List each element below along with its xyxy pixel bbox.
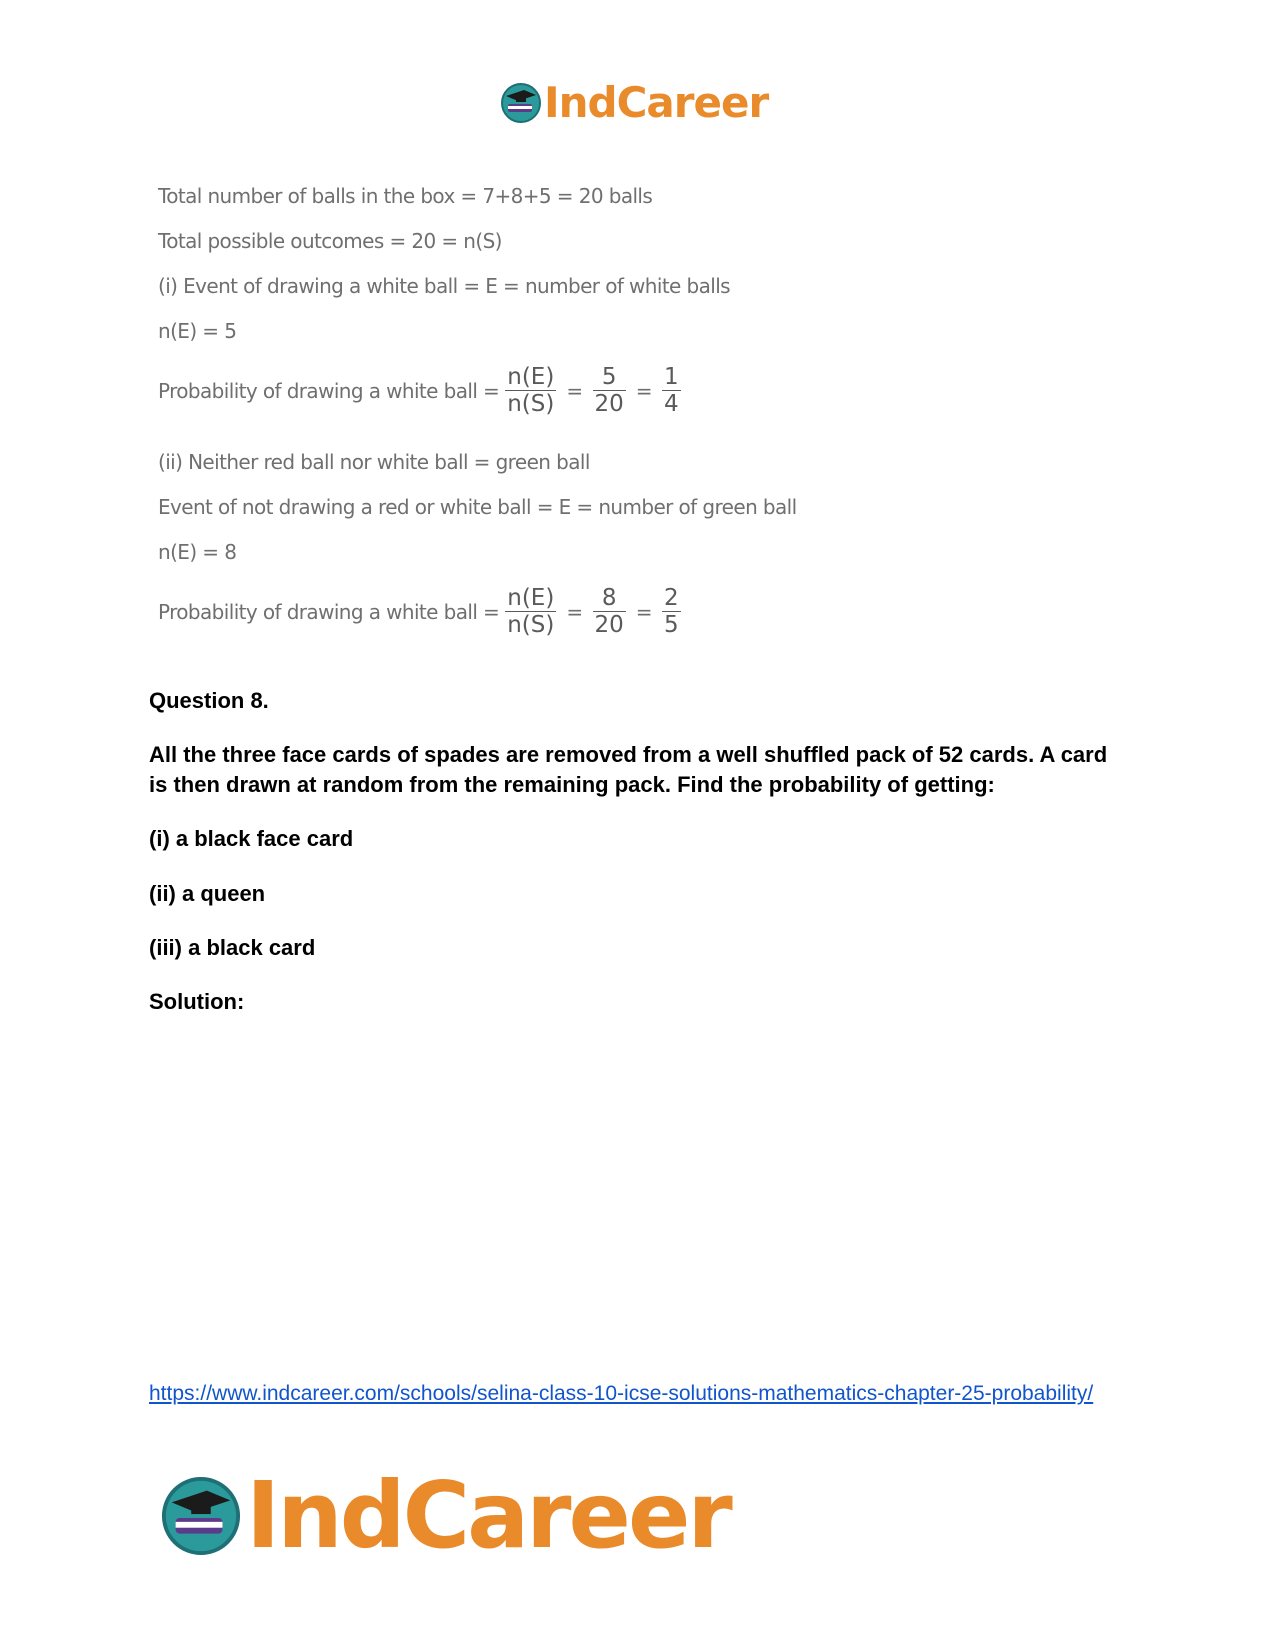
fraction-5-20: [593, 364, 626, 417]
fraction-numerator: 2: [663, 585, 679, 611]
fraction-ne-ns: [505, 585, 556, 638]
fraction-denominator: n(S): [507, 612, 555, 638]
fraction-2-5: [662, 585, 681, 638]
brand-name: IndCareer: [246, 1462, 730, 1569]
header-logo: [500, 78, 768, 127]
solution-line-total-balls: Total number of balls in the box = 7+8+5 = 20 balls: [158, 184, 653, 208]
fraction-ne-ns: [505, 364, 556, 417]
fraction-1-4: [662, 364, 681, 417]
graduation-cap-book-globe-icon: [500, 82, 542, 124]
source-link[interactable]: https://www.indcareer.com/schools/selina-class-10-icse-solutions-mathematics-chapter-25-probability/: [149, 1382, 1094, 1405]
equals-sign: =: [635, 599, 652, 624]
question-part-iii: (iii) a black card: [149, 935, 316, 960]
solution-line-event-white: (i) Event of drawing a white ball = E = number of white balls: [158, 274, 731, 298]
fraction-numerator: n(E): [507, 364, 555, 390]
solution-line-total-outcomes: Total possible outcomes = 20 = n(S): [158, 229, 502, 253]
fraction-denominator: 5: [663, 612, 679, 638]
question-text: All the three face cards of spades are removed from a well shuffled pack of 52 cards. A card is then drawn at random from the remaining pack. Find the probability of getting:: [149, 742, 1108, 797]
fraction-numerator: 5: [601, 364, 617, 390]
fraction-denominator: 4: [663, 391, 679, 417]
fraction-denominator: 20: [594, 612, 624, 638]
question-title: Question 8.: [149, 688, 269, 713]
equals-sign: =: [566, 599, 583, 624]
solution-line-ne-5: n(E) = 5: [158, 319, 237, 343]
solution-line-neither: (ii) Neither red ball nor white ball = green ball: [158, 450, 590, 474]
question-part-ii: (ii) a queen: [149, 881, 266, 906]
probability-formula-1: [158, 364, 687, 417]
fraction-8-20: [593, 585, 626, 638]
fraction-denominator: n(S): [507, 391, 555, 417]
solution-line-event-green: Event of not drawing a red or white ball = E = number of green ball: [158, 495, 797, 519]
solution-line-ne-8: n(E) = 8: [158, 540, 237, 564]
equals-sign: =: [566, 378, 583, 403]
fraction-numerator: 8: [601, 585, 617, 611]
probability-label: Probability of drawing a white ball =: [158, 378, 500, 403]
probability-label: Probability of drawing a white ball =: [158, 599, 500, 624]
footer-logo: [160, 1462, 730, 1569]
question-part-i: (i) a black face card: [149, 826, 354, 851]
solution-label: Solution:: [149, 989, 245, 1014]
fraction-denominator: 20: [594, 391, 624, 417]
fraction-numerator: 1: [663, 364, 679, 390]
graduation-cap-book-globe-icon: [160, 1475, 242, 1557]
equals-sign: =: [635, 378, 652, 403]
fraction-numerator: n(E): [507, 585, 555, 611]
brand-name: IndCareer: [544, 78, 769, 127]
probability-formula-2: [158, 585, 687, 638]
